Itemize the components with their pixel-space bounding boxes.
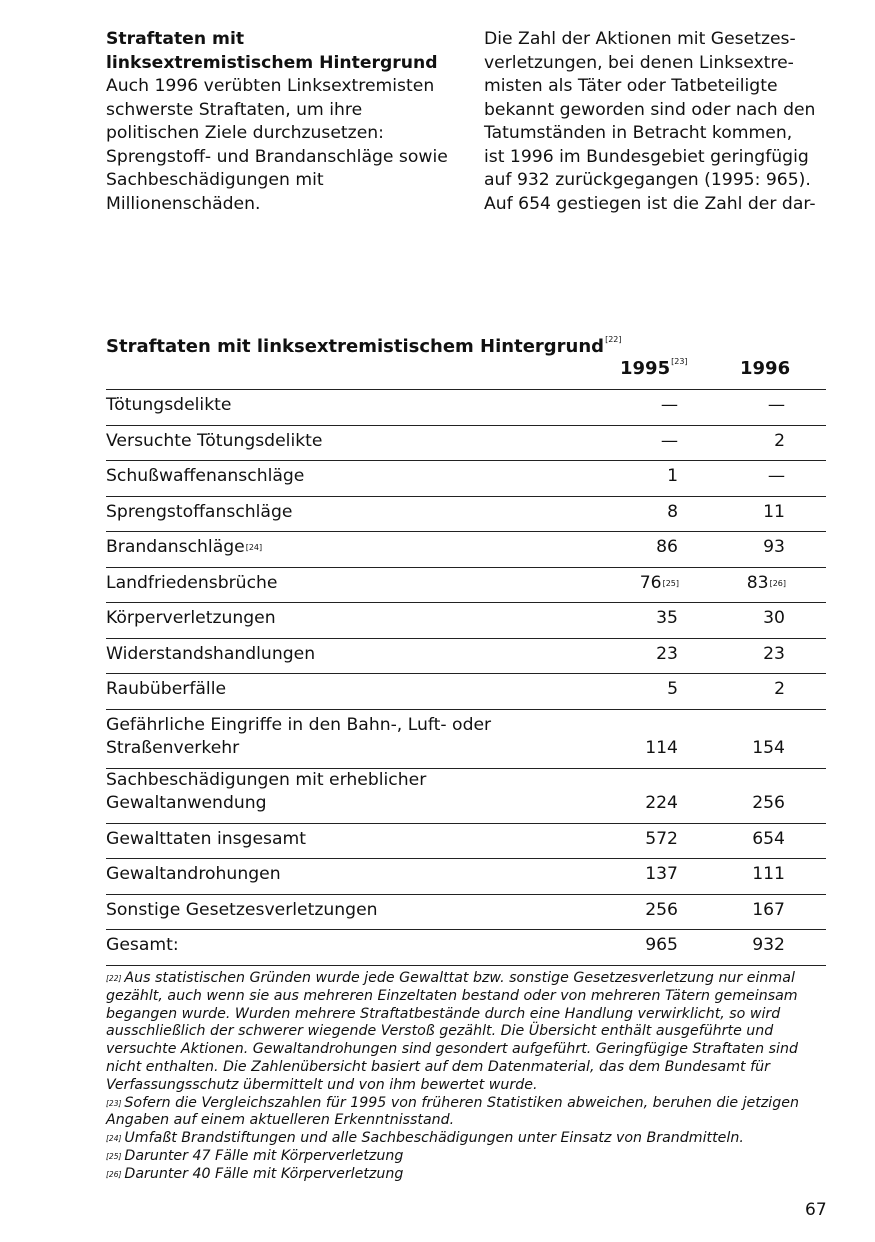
footnote-ref: [23] [106,1098,122,1108]
value-1996-text: 23 [763,643,785,664]
value-1995-text: 256 [645,899,678,920]
value-1996 [752,792,786,816]
row-label-text: Gefährliche Eingriffe in den Bahn-, Luft- oder [106,714,492,735]
value-1995-cell [546,894,678,930]
footnote-ref: [24] [106,1134,122,1144]
row-label-text: Gesamt: [106,935,179,955]
right-column [484,28,829,216]
value-1996 [763,501,786,525]
value-1995-text: 86 [656,537,678,557]
value-1996 [763,607,786,631]
row-label [106,768,546,823]
footnote-ref: [25] [106,1151,122,1161]
row-label-text: Brandanschläge [106,537,245,557]
value-1996-cell [666,823,826,859]
table-row [106,930,826,966]
row-label [106,496,546,532]
value-1995-text: 5 [667,679,678,699]
row-label-text: Straßenverkehr [106,738,240,758]
row-label-text: Sachbeschädigungen mit erheblicher Gewaltanwendung [106,769,427,813]
footnote-text: Umfaßt Brandstiftungen und alle Sachbeschädigungen unter Einsatz von Brandmitteln. [124,1130,744,1147]
right-paragraph: Die Zahl der Aktionen mit Gesetzes- verletzungen, bei denen Linksextre- misten als Täter oder Tatbeteiligte bekannt geworden sind oder nach den Tatumständen in Betracht kommen, ist 1996 im Bundesgebiet geringfügig auf 932 zurückgegangen (1995: 965). Auf 654 gestiegen ist die Zahl der dar- [484,29,816,214]
footnote-text: Darunter 40 Fälle mit Körperverletzung [124,1165,404,1182]
row-label [106,567,546,603]
value-1996-cell [666,532,826,568]
table-row [106,496,826,532]
row-label-text: Widerstandshandlungen [106,643,316,664]
footnote [106,970,828,1095]
value-1996-text: — [767,466,785,486]
value-1995-cell [546,674,678,710]
table-row [106,603,826,639]
value-1996 [763,643,786,667]
value-1996-cell [666,390,826,426]
value-1995-text: 137 [645,864,678,884]
footnote [106,1130,828,1148]
row-label [106,674,546,710]
value-1995-text: — [660,430,678,451]
value-1995-cell [546,496,678,532]
value-1995-cell [546,425,678,461]
table-row [106,532,826,568]
value-1996 [763,536,786,560]
value-1996-cell [666,496,826,532]
value-1995-text: 965 [645,935,678,955]
row-label-text: Gewaltandrohungen [106,864,281,884]
value-1996-cell [666,709,826,768]
value-1995-text: 35 [656,608,678,628]
value-1995-cell [546,603,678,639]
table-row [106,638,826,674]
value-1996 [774,430,786,454]
value-1996 [752,899,786,923]
value-1996-cell [666,930,826,966]
value-1995-cell [546,638,678,674]
value-1995-text: 8 [667,501,678,522]
value-1995-cell [546,567,679,603]
value-1996-text: 93 [763,537,785,557]
row-label [106,425,546,461]
value-1995-cell [546,930,678,966]
table-row [106,461,826,497]
table-title-footnote-ref: [22] [605,335,622,344]
row-label-text: Versuchte Tötungsdelikte [106,430,323,451]
row-label-text: Körperverletzungen [106,608,276,628]
value-1996-text: 256 [752,793,785,813]
row-label-text: Sonstige Gesetzesverletzungen [106,899,378,920]
row-label [106,532,546,568]
value-1995-cell [546,823,678,859]
value-1996-cell [666,567,826,603]
value-1996-text: 932 [752,935,785,955]
value-1996-cell [666,859,826,895]
value-1995-cell [546,859,678,895]
value-1995-text: 23 [656,643,678,664]
value-1996-text: 2 [774,430,785,451]
footnote-ref: [22] [106,974,122,983]
row-label-text: Sprengstoffanschläge [106,501,293,522]
statistics-table [106,389,826,966]
left-paragraph: Auch 1996 verübten Linksextremisten schwerste Straftaten, um ihre politischen Ziele durchzusetzen: Sprengstoff- und Brandanschläge sowie Sachbeschädigungen mit Millionenschäden. [106,76,448,214]
row-label-footnote-ref: [24] [245,543,263,552]
table-row [106,425,826,461]
row-label [106,638,546,674]
value-1996-text: 167 [752,899,785,920]
table-title-text: Straftaten mit linksextremistischem Hintergrund [106,336,605,357]
value-1995-text: 114 [645,738,678,758]
value-1996-cell [666,425,826,461]
table-row [106,674,826,710]
value-1996-text: 11 [763,501,785,522]
left-column [106,28,456,216]
value-1996-text: 2 [774,679,785,699]
footnotes [106,970,828,1184]
column-header-1996: 1996 [740,358,791,379]
column-header-1995 [620,358,688,379]
row-label-text: Schußwaffenanschläge [106,466,305,486]
row-label-text: Landfriedensbrüche [106,572,278,593]
value-1995-text: — [660,395,678,415]
value-1996-text: — [767,395,785,415]
row-label [106,930,546,966]
footnote [106,1095,828,1131]
value-1996 [752,737,786,761]
value-1996-text: 83 [746,572,769,593]
section-heading: Straftaten mit linksextremistischem Hintergrund [106,29,438,73]
value-1996-cell [666,768,826,823]
value-1996-text: 154 [752,738,785,758]
value-1995-text: 1 [667,466,678,486]
row-label [106,894,546,930]
value-1996-cell [666,894,826,930]
value-1996 [768,394,786,418]
table-row [106,894,826,930]
row-label [106,859,546,895]
value-1996 [752,863,786,887]
value-1996 [752,934,786,958]
footnote [106,1166,828,1184]
footnote-text: Darunter 47 Fälle mit Körperverletzung [124,1147,404,1164]
footnote-text: Sofern die Vergleichszahlen für 1995 von früheren Statistiken abweichen, beruhen die jetzigen Angaben auf einem aktuelleren Erkenntnisstand. [106,1094,799,1129]
value-1996 [752,828,786,852]
value-1995-cell [546,532,678,568]
table-row [106,709,826,768]
row-label [106,603,546,639]
value-1996 [774,678,786,702]
row-label-text: Gewalttaten insgesamt [106,828,307,849]
value-1996-text: 111 [752,864,785,884]
value-1995-footnote-ref: [25] [662,578,679,588]
value-1996 [768,465,786,489]
footnote [106,1148,828,1166]
value-1995-cell [546,768,678,823]
column-header-1995-text: 1995 [620,358,671,379]
row-label-text: Tötungsdelikte [106,395,232,415]
row-label [106,390,546,426]
table-row [106,859,826,895]
row-label [106,823,546,859]
table-row [106,768,826,823]
value-1995-cell [546,461,678,497]
table-title [106,336,622,357]
value-1996-footnote-ref: [26] [769,578,786,588]
value-1995-text: 572 [645,828,678,849]
footnote-text: Aus statistischen Gründen wurde jede Gewalttat bzw. sonstige Gesetzesverletzung nur einmal gezählt, auch wenn sie aus mehreren Einzeltaten bestand oder von mehreren Tätern gemeinsam begangen wurde. Wurden mehrere Straftatbestände durch eine Handlung verwirklicht, so wird ausschließlich der schwerer wiegende Verstoß gezählt. Die Übersicht enthält ausgeführte und versuchte Aktionen. Gewaltandrohungen sind gesondert aufgeführt. Geringfügige Straftaten sind nicht enthalten. Die Zahlenübersicht basiert auf dem Datenmaterial, das dem Bundesamt für Verfassungsschutz übermittelt und von ihm bewertet wurde. [106,970,798,1093]
value-1996-cell [666,674,826,710]
value-1995-cell [546,390,678,426]
value-1996-text: 654 [752,828,785,849]
value-1996-cell [666,461,826,497]
footnote-ref: [26] [106,1169,122,1179]
table-row [106,567,826,603]
row-label [106,461,546,497]
value-1996 [747,572,786,596]
value-1996-cell [666,638,826,674]
column-header-1995-footnote-ref: [23] [671,357,688,366]
value-1995-text: 224 [645,793,678,813]
row-label-text: Raubüberfälle [106,679,227,699]
row-label [106,709,546,768]
value-1996-cell [666,603,826,639]
value-1995-text: 76 [639,572,662,593]
value-1996-text: 30 [763,608,785,628]
value-1995-cell [546,709,678,768]
table-row [106,390,826,426]
table-row [106,823,826,859]
page-number: 67 [805,1200,827,1220]
